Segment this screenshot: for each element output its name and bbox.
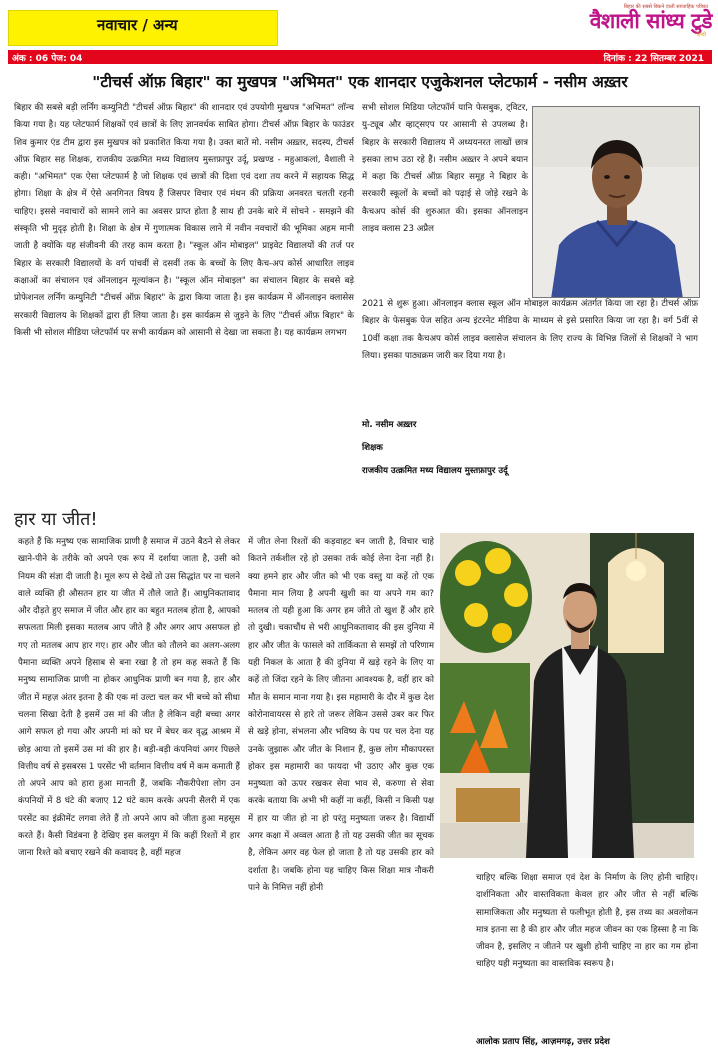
issue-number: अंक : 06 पेज: 04	[12, 54, 83, 64]
article1-author-role: शिक्षक	[362, 443, 383, 453]
article1-column1: बिहार की सबसे बड़ी लर्निंग कम्युनिटी "टीचर्स ऑफ़ बिहार" की शानदार एवं उपयोगी मुखपत्र "अभिमत" लॉन्च किया गया है। यह प्लेटफार्म शिक्षकों एवं छात्रों के लिए ज्ञानवर्धक साबित होगा। टीचर्स ऑफ़ बिहार के फाउंडर शिव कुमार एंड टीम द्वारा इस मुखपत्र को प्रकाशित किया गया है। उक्त बातें मो. नसीम अख़्तर, सदस्य, टीचर्स ऑफ़ बिहार सह शिक्षक, राजकीय उत्क्रमित मध्य विद्यालय मुस्तफ़ापुर उर्दू, प्रखण्ड - महुआकलां, वैशाली ने कही। "अभिमत" एक ऐसा प्लेटफार्म है जो शिक्षक एवं छात्रों की दिशा एवं दशा तय करने में सहायक सिद्ध होगा। शिक्षा के क्षेत्र में ऐसे अनगिनत विषय हैं जिसपर विचार एवं मंथन की प्रक्रिया अनवरत चलती रहनी चाहिए। इससे नवाचारों को सामने लाने का अवसर प्राप्त होता है साथ ही उनके बारे में सोचने - समझने की संस्कृति भी मुदृढ़ होती है। शिक्षा के क्षेत्र में गुणात्मक विकास लाने में नवीन नवचारों की भूमिका अहम मानी जाती है क्योंकि यह संजीवनी की तरह काम करता है। "स्कूल ऑन मोबाइल" प्राइवेट विद्यालयों की तर्ज पर बिहार के सरकारी विद्यालयों के वर्ग पांचवीं से दसवीं तक के बच्चों के लिए कैच-अप कोर्स आधारित लाइव कक्षाओं का संचालन एवं ऑनलाइन मूल्यांकन है। "स्कूल ऑन मोबाइल" का संचालन बिहार के सबसे बड़े प्रोफेशनल लर्निंग कम्युनिटी "टीचर्स ऑफ़ बिहार" के द्वारा किया जाता है। इस कार्यक्रम में ऑनलाइन क्लासेस सरकारी विद्यालय के शिक्षकों द्वारा ही लिया जाता है। इस कार्यक्रम से जुड़ने के लिए "टीचर्स ऑफ़ बिहार" के किसी भी सोशल मीडिया प्लेटफॉर्म पर सभी कार्यक्रम को आसानी से देखा जा सकता है। यह कार्यक्रम लगभग	[14, 103, 354, 338]
article2-title: हार या जीत!	[14, 509, 98, 530]
article1-headline: "टीचर्स ऑफ़ बिहार" का मुखपत्र "अभिमत" एक शानदार एजुकेशनल प्लेटफार्म - नसीम अख़्तर	[92, 73, 628, 91]
author-photo	[532, 106, 700, 298]
article1-column2: सभी सोशल मिडिया प्लेटफॉर्म यानि फेसबुक, ट्विटर, यु-ट्यूब और व्हाट्सएप पर आसानी से उपलब्ध है। बिहार के सरकारी विद्यालय में अध्ययनरत लाखों छात्र इसका लाभ उठा रहे हैं। नसीम अख़्तर ने अपने बयान में कहा कि टीचर्स ऑफ़ बिहार समूह ने बिहार के सरकारी स्कूलों के बच्चों को पढ़ाई से जोड़े रखने के कैचअप कोर्स की शुरुआत की। इसका ऑनलाइन लाइव क्लास 23 अप्रैल	[362, 103, 528, 235]
masthead	[556, 4, 712, 38]
masthead-tagline: बिहार की सबसे बिकने वाली साप्ताहिक पत्रिका	[623, 4, 708, 10]
issue-bar	[8, 50, 712, 64]
article1-author-school: राजकीय उत्क्रमित मध्य विद्यालय मुस्तफ़ापुर उर्दू	[362, 466, 508, 476]
article1-author-name: मो. नसीम अख़्तर	[362, 420, 417, 430]
article2-author: आलोक प्रताप सिंह, आज़मगढ़, उत्तर प्रदेश	[476, 1037, 610, 1047]
author2-photo	[440, 533, 694, 858]
article1-column3: 2021 से शुरू हुआ। ऑनलाइन क्लास स्कूल ऑन मोबाइल कार्यक्रम अंतर्गत किया जा रहा है। टीचर्स ऑफ़ बिहार के फेसबुक पेज सहित अन्य इंटरनेट मीडिया के माध्यम से इसे प्रसारित किया जा रहा है। वर्ग 5वीं से 10वीं कक्षा तक कैचअप कोर्स लाइव क्लासेज संचालन के लिए राज्य के विभिन्न जिलों से शिक्षकों ने भाग लिया। इसका पाठ्यक्रम जारी कर दिया गया है।	[362, 299, 698, 361]
masthead-sub: हिन्दी	[696, 32, 706, 38]
article2-column2: में जीत लेना रिश्तों की कड़वाहट बन जाती है, विचार चाहे कितने तर्कशील रहे हो उसका तर्क कोई लेना देना नहीं है। क्या हमने हार और जीत को भी एक वस्तु या कहें तो एक पैमाना मान लिया है अपनी खुशी का या अपने गम का? मतलब तो यही हुआ कि अगर हम जीते तो खुश हैं और हारे तो दुखी। चकाचौंध से भरी आधुनिकतावाद की इस दुनिया में हार और जीत के फासले को तार्किकता से समझें तो परिणाम यही निकल के आता है की दुनिया में खड़े रहने के लिए या कहें तो जिंदा रहने के लिए जीतना आवश्यक है, वहीं हार को मौत के समान माना गया है। इस महामारी के दौर में कुछ देश कोरोनावायरस से हारे तो जरूर लेकिन उससे उबर कर फिर से खड़े होना, संभलना और भविष्य के पथ पर चल देना यह उनके जुझारू और जीत के निशान हैं, कुछ लोग मौकापरस्त होकर इस महामारी का फायदा भी उठाए और कुछ एक मनुष्यता को ऊपर रखकर सेवा भाव से, करुणा से सेवा करके बताया कि अभी भी कहीं ना कहीं, किसी न किसी पक्ष में हार या जीत हो ना हो परंतु मनुष्यता जरूर है। विद्यार्थी अगर कक्षा में अव्वल आता है तो यह उसकी जीत का सूचक है, लेकिन अगर वह फेल हो जाता है तो यह उसकी हार को दर्शाता है। जबकि होना यह चाहिए किस शिक्षा मात्र नौकरी पाने के निमित्त नहीं होनी	[248, 537, 434, 893]
section-label: नवाचार / अन्य	[8, 10, 278, 46]
newspaper-logo: वैशाली सांध्य टुडे	[589, 9, 712, 33]
article2-column1: कहते हैं कि मनुष्य एक सामाजिक प्राणी है समाज में उठने बैठने से लेकर खाने-पीने के तरीके को अपने एक रूप में दर्शाया जाता है, उसी को नियम की संज्ञा दी जाती है। मूल रूप से देखें तो उस सिद्धांत पर ना चलने वाले व्यक्ति ही औसतन हार या जीत में तौले जाते हैं। आधुनिकतावाद और दौड़ते हुए समाज में जीत और हार का बहुत मतलब होता है, आपको सफलता मिली इसका मतलब आप जीते हैं और अगर आप असफल हो गए तो मतलब आप हार गए। हार और जीत को तौलने का अलग-अलग पैमाना व्यक्ति अपने हिसाब से बना रखा है तो हम कह सकते हैं कि मनुष्य सामाजिक प्राणी ना होकर आधुनिक प्राणी बन गया है, हार और जीत में महज़ अंतर इतना है की एक मां उल्टा चल कर भी बच्चे को सीधा चलना सिखा देती है इसमें उस मां की जीत है लेकिन वही बच्चा अगर आगे सफल हो गया और अपनी मां को घर में बेघर कर वृद्ध आश्रम में छोड़ आया तो इसमें उस मां की हार है। बड़ी-बड़ी कंपनियां अगर पिछले वित्तीय वर्ष से इसबरस 1 परसेंट भी वर्तमान वित्तीय वर्ष में कम कमाती हैं तो अपने आप को हारा हुआ मानती हैं, जबकि नौकरीपेशा लोग उन कंपनियों में 8 घंटे की बजाए 12 घंटे काम करके अपनी सैलरी में एक परसेंट का इंक्रीमेंट लगवा लेते हैं तो अपने आप को जीता हुआ महसूस करते हैं। कैसी विडंबना है देखिए इस कलयुग में कि कहीं रिश्तों में हार जाना रिश्ते को बचाए रखने की कवायद है, वहीं महज	[18, 537, 240, 859]
issue-date: दिनांक : 22 सितम्बर 2021	[603, 54, 704, 64]
article2-column3: चाहिए बल्कि शिक्षा समाज एवं देश के निर्माण के लिए होनी चाहिए। दार्शनिकता और वास्तविकता केवल हार और जीत से नहीं बल्कि सामाजिकता और मनुष्यता से फलीभूत होती है, इस तथ्य का अवलोकन मात्र इतना सा है की हार और जीत महज जीवन का एक हिस्सा है ना कि जीवन है, इसलिए न जीतने पर खुशी होनी चाहिए ना हार का गम होना चाहिए यही मनुष्यता का वास्तविक स्वरूप है।	[476, 873, 698, 970]
